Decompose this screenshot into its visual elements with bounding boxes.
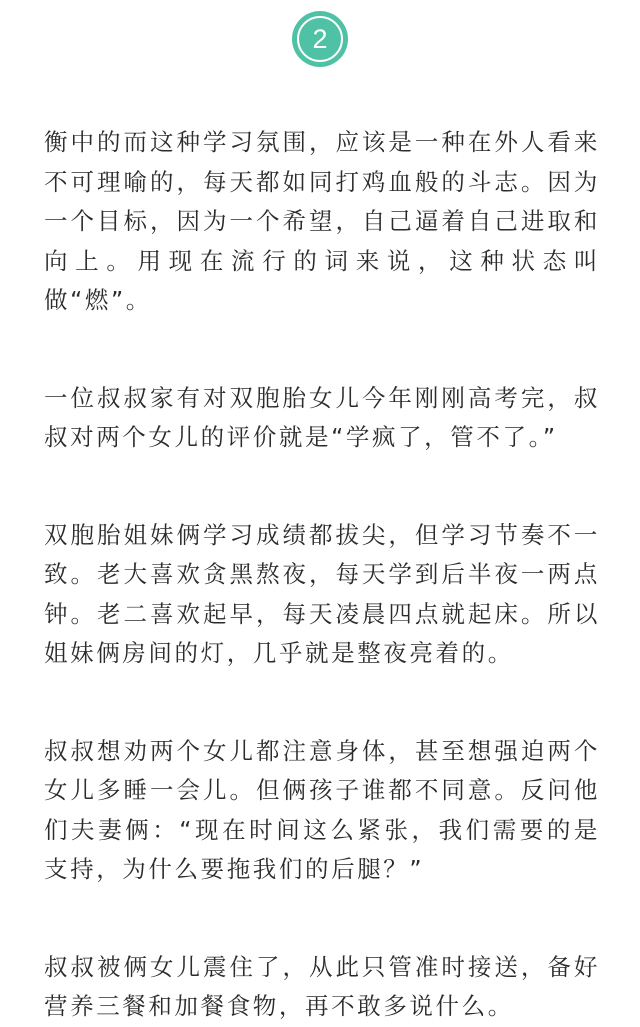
paragraph-3: 双胞胎姐妹俩学习成绩都拔尖，但学习节奏不一致。老大喜欢贪黑熬夜，每天学到后半夜一两点钟。老二喜欢起早，每天凌晨四点就起床。所以姐妹俩房间的灯，几乎就是整夜亮着的。 [44, 520, 600, 667]
article-body [44, 123, 600, 1027]
paragraph-1: 衡中的而这种学习氛围，应该是一种在外人看来不可理喻的，每天都如同打鸡血般的斗志。因为一个目标，因为一个希望，自己逼着自己进取和向上。用现在流行的词来说，这种状态叫做“燃”。 [44, 128, 600, 314]
paragraph-5: 叔叔被俩女儿震住了，从此只管准时接送，备好营养三餐和加餐食物，再不敢多说什么。 [44, 952, 600, 1020]
paragraph-2: 一位叔叔家有对双胞胎女儿今年刚刚高考完，叔叔对两个女儿的评价就是“学疯了，管不了。” [44, 383, 600, 451]
section-number-badge [292, 11, 348, 67]
section-number: 2 [297, 16, 343, 62]
paragraph-4: 叔叔想劝两个女儿都注意身体，甚至想强迫两个女儿多睡一会儿。但俩孩子谁都不同意。反问他们夫妻俩：“现在时间这么紧张，我们需要的是支持，为什么要拖我们的后腿？” [44, 736, 600, 883]
